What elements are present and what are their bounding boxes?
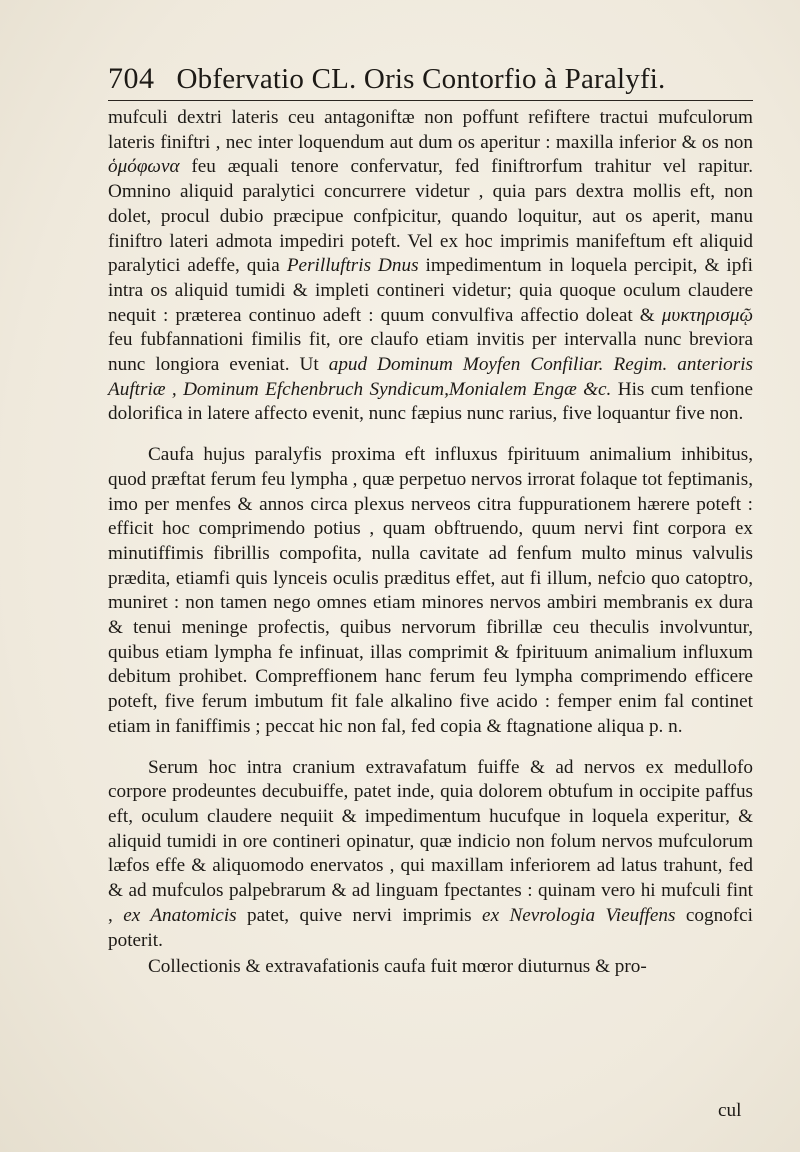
paragraph-p3 <box>108 756 753 954</box>
catchword: cul <box>718 1100 742 1121</box>
text-span: patet, quive nervi imprimis <box>236 904 483 926</box>
page-header <box>108 62 753 102</box>
text-span: feu fubfannationi fimilis fit, ore claufo etiam invitis per intervalla nunc breviora nunc longiora eveniat. Ut <box>108 329 753 376</box>
text-span: Collectionis & extravafationis caufa fuit mœror diuturnus & pro- <box>148 956 647 978</box>
italic-span: ex Anatomicis <box>123 904 237 926</box>
italic-span: Perilluftris Dnus <box>286 255 419 277</box>
italic-span: ex Nevrologia Vieuffens <box>482 904 676 926</box>
text-span: feu æquali tenore confervatur, fed finiftrorfum trahitur vel rapitur. Omnino aliquid paralytici concurrere videtur , quia pars dextra mollis eft, non dolet, procul dubio præcipue confpicitur, quando loquitur, aut os aperit, manu finiftro lateri admota impediri poteft. Vel ex hoc imprimis manifeftum eft aliquid paralytici adeffe, quia <box>108 156 753 277</box>
paragraph-p4 <box>108 955 753 980</box>
text-span: His cum tenfione dolorifica in latere affecto evenit, nunc fæpius nunc rarius, five loquantur five non. <box>108 378 753 425</box>
italic-span: apud Dominum Moyfen Confiliar. Regim. anterioris Auftriæ , Dominum Efchenbruch Syndicum,Monialem Engæ &c. <box>108 354 754 400</box>
body-text <box>108 106 753 980</box>
text-span: Caufa hujus paralyfis proxima eft influxus fpirituum animalium inhibitus, quod præftat ferum feu lympha , quæ perpetuo nervos irrorat folaque tot feptimanis, imo per menfes & annos circa plexus nerveos citra fuppurationem hærere poteft : efficit hoc comprimendo potius , quam obftruendo, quum nervi fint corpora ex minutiffimis fibrillis compofita, nulla cavitate ad fenfum multo minus valvulis prædita, etiamfi quis lynceis oculis præditus effet, aut fi illum, nefcio quo catoptro, muniret : non tamen nego omnes etiam minores nervos ambiri membranis ex dura & tenui meninge profectis, quibus nervorum fibrillæ ceu theculis involvuntur, quibus etiam lympha fe infinuat, illas comprimit & fpirituum animalium influxum debitum prohibet. Compreffionem hanc ferum feu lympha comprimendo efficere poteft, five ferum imbutum fit fale alkalino five acido : femper enim fal continet etiam in faniffimis ; peccat hic non fal, fed copia & ftagnatione aliqua p. n. <box>108 444 753 737</box>
header-rule <box>108 100 753 101</box>
text-span: Serum hoc intra cranium extravafatum fuiffe & ad nervos ex medullofo corpore prodeuntes decubuiffe, patet inde, quia dolorem obtufum in occipite paffus eft, oculum claudere nequiit & impedimentum hucufque in loquela experitur, & aliquid tumidi in ore contineri opinatur, quæ indicio non folum nervos mufculorum læfos effe & aliquomodo enervatos , qui maxillam inferiorem ad latus trahunt, fed & ad mufculos palpebrarum & ad linguam fpectantes : quinam vero hi mufculi fint , <box>108 756 753 926</box>
page-number: 704 <box>108 62 155 95</box>
paragraph-p2 <box>108 443 753 739</box>
text-span: impedimentum in loquela percipit, & ipfi intra os aliquid tumidi & impleti contineri videtur; quia quoque oculum claudere nequit : præterea continuo adeft : quum convulfiva affectio doleat & <box>108 255 754 326</box>
italic-span: μυκτηρισμῷ <box>661 304 753 326</box>
text-span: mufculi dextri lateris ceu antagoniftæ non poffunt refiftere tractui mufculorum lateris finiftri , nec inter loquendum aut dum os aperitur : maxilla inferior & os non <box>108 107 753 153</box>
paragraph-p1 <box>108 106 753 427</box>
running-title: Obfervatio CL. Oris Contorfio à Paralyfi. <box>176 63 666 95</box>
text-span: cognofci poterit. <box>108 904 753 951</box>
italic-span: ὁμόφωνα <box>108 156 180 178</box>
